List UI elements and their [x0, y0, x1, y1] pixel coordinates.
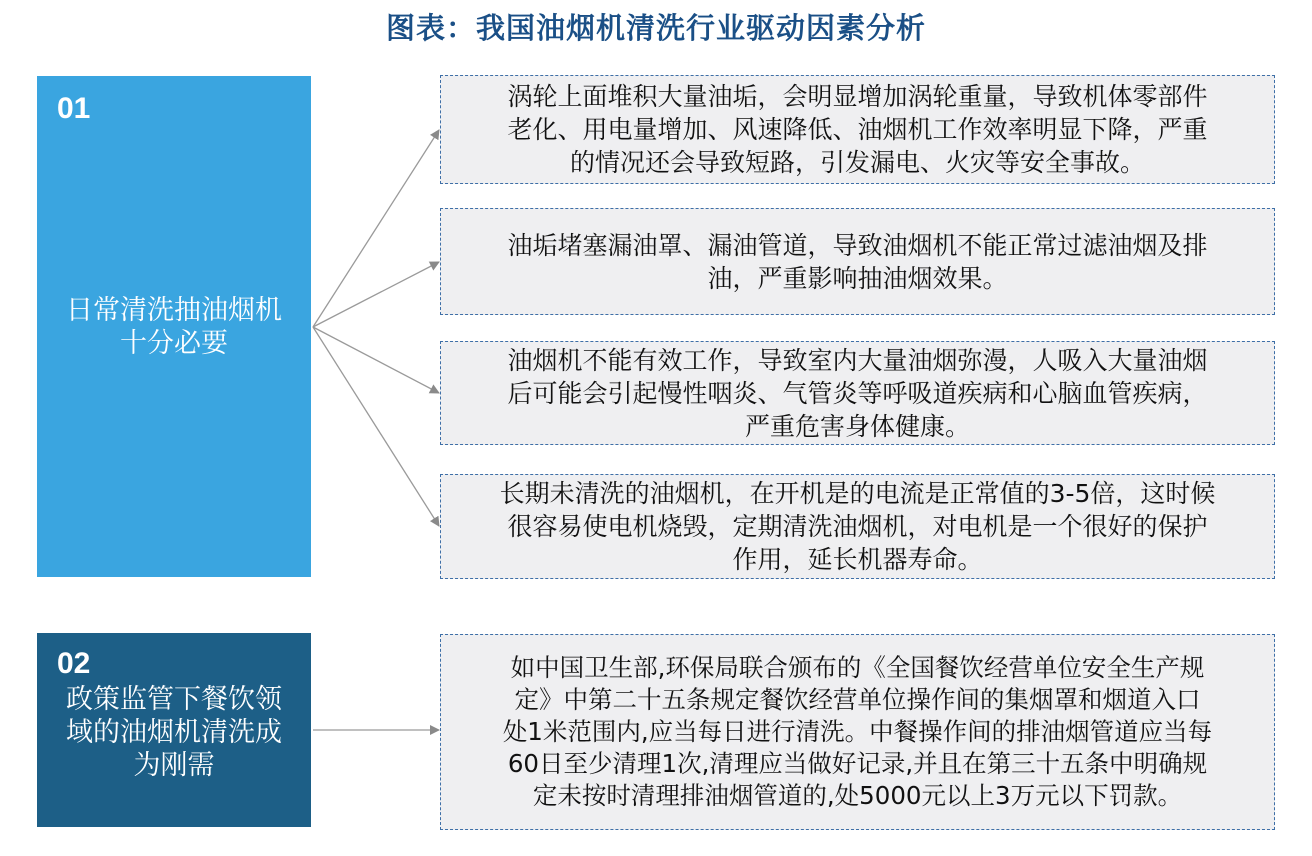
section-2-number: 02: [57, 647, 91, 680]
section-1-number: 01: [57, 92, 91, 125]
page-title: 图表：我国油烟机清洗行业驱动因素分析: [385, 11, 926, 45]
arrow-to-point-1: [313, 130, 439, 327]
point-box-turbine-grease: 涡轮上面堆积大量油垢，会明显增加涡轮重量，导致机体零部件 老化、用电量增加、风速降低、油烟机工作效率明显下降，严重 的情况还会导致短路，引发漏电、火灾等安全事故。: [440, 75, 1275, 184]
arrow-to-point-3: [313, 327, 439, 393]
point-box-regulation: 如中国卫生部,环保局联合颁布的《全国餐饮经营单位安全生产规 定》中第二十五条规定餐饮经营单位操作间的集烟罩和烟道入口 处1米范围内,应当每日进行清洗。中餐操作间的排油烟管道应当每 60日至少清理1次,清理应当做好记录,并且在第三十五条中明确规 定未按时清理排油烟管道的,处5000元以上3万元以下罚款。: [440, 634, 1275, 830]
section-1-label: 日常清洗抽油烟机 十分必要: [66, 295, 282, 359]
section-2-box: [37, 633, 311, 827]
arrow-to-point-2: [313, 262, 439, 327]
section-1-box: [37, 76, 311, 577]
point-box-motor-protection: 长期未清洗的油烟机，在开机是的电流是正常值的3-5倍，这时候 很容易使电机烧毁，定期清洗油烟机，对电机是一个很好的保护 作用，延长机器寿命。: [440, 474, 1275, 579]
point-box-health-risk: 油烟机不能有效工作，导致室内大量油烟弥漫，人吸入大量油烟 后可能会引起慢性咽炎、气管炎等呼吸道疾病和心脑血管疾病， 严重危害身体健康。: [440, 341, 1275, 445]
section-2-label: 政策监管下餐饮领 域的油烟机清洗成 为刚需: [66, 684, 282, 781]
arrow-to-point-4: [313, 327, 439, 526]
point-box-oil-blockage: 油垢堵塞漏油罩、漏油管道，导致油烟机不能正常过滤油烟及排 油，严重影响抽油烟效果。: [440, 208, 1275, 315]
